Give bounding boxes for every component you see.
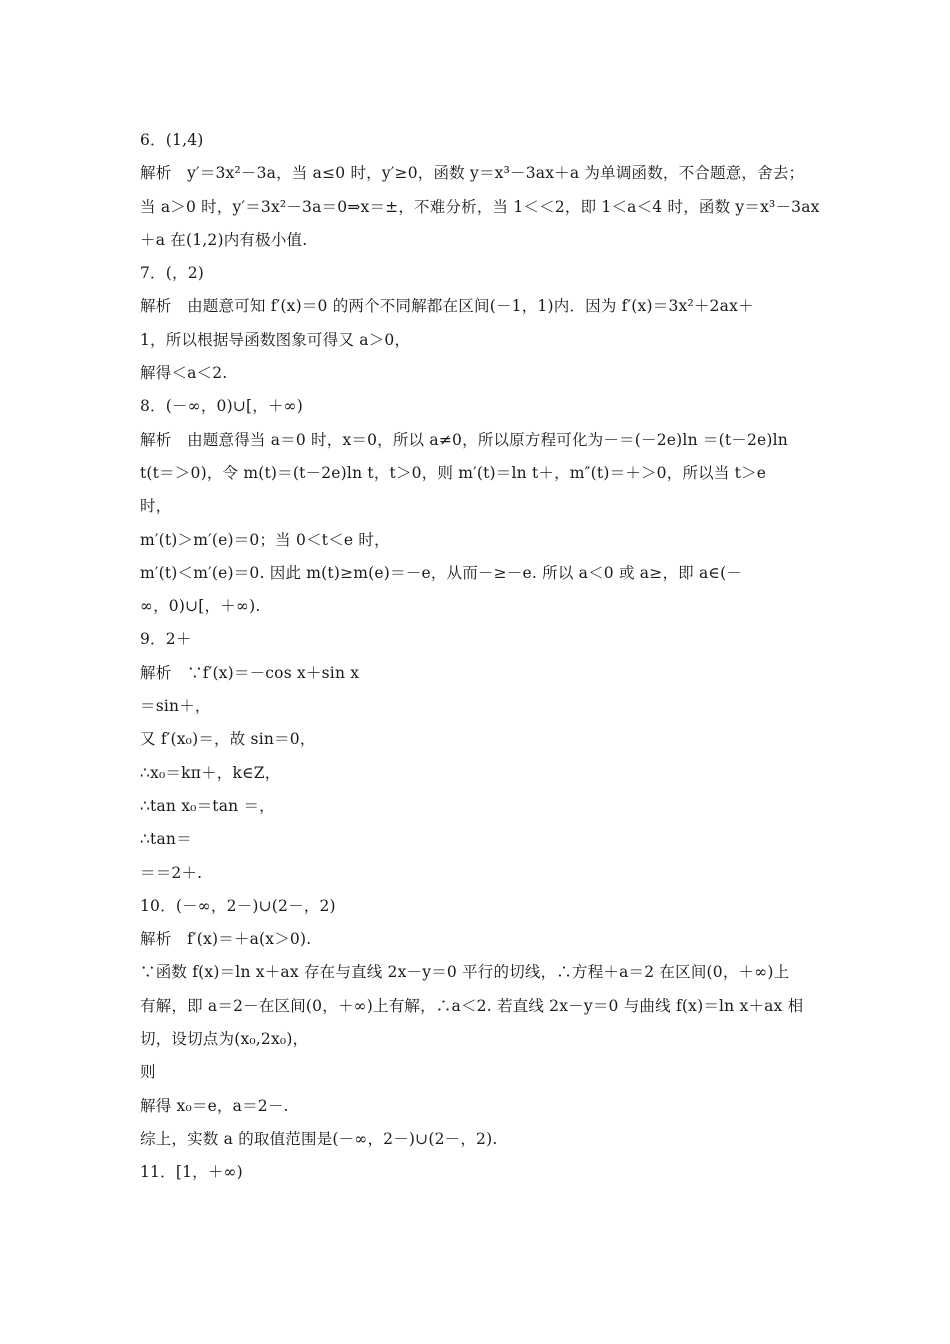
answer-9-analysis-line-1: 解析 ∵f′(x)＝－cos x＋sin x (140, 663, 360, 682)
answer-8-analysis-line-3: 时， (140, 497, 172, 516)
answer-8-analysis-line-1: 解析 由题意得当 a＝0 时，x＝0，所以 a≠0，所以原方程可化为－＝(－2e)ln ＝(t－2e)ln (140, 430, 788, 449)
answer-9-analysis-line-5: ∴tan x₀＝tan ＝， (140, 796, 275, 815)
answer-9-analysis-line-3: 又 f′(x₀)＝，故 sin＝0， (140, 730, 316, 749)
answer-6-analysis-line-2: 当 a＞0 时，y′＝3x²－3a＝0⇒x＝±，不难分析，当 1＜＜2，即 1＜a＜4 时，函数 y＝x³－3ax (140, 197, 820, 216)
answer-8-analysis-line-2: t(t＝＞0)，令 m(t)＝(t－2e)ln t，t＞0，则 m′(t)＝ln t＋，m″(t)＝＋＞0，所以当 t＞e (140, 463, 767, 482)
answer-10-analysis-line-3: 有解，即 a＝2－在区间(0，＋∞)上有解，∴a＜2. 若直线 2x－y＝0 与曲线 f(x)＝ln x＋ax 相 (140, 996, 804, 1015)
answer-9-analysis-line-7: ＝＝2＋. (140, 863, 203, 882)
answer-10-analysis-line-6: 解得 x₀＝e，a＝2－. (140, 1096, 289, 1115)
answer-7-analysis-line-2: 1，所以根据导函数图象可得又 a＞0， (140, 330, 411, 349)
answer-7-analysis-line-3: 解得＜a＜2. (140, 364, 228, 383)
answer-6-analysis-line-1: 解析 y′＝3x²－3a，当 a≤0 时，y′≥0，函数 y＝x³－3ax＋a 为单调函数，不合题意，舍去； (140, 164, 805, 183)
answer-10-analysis-line-2: ∵函数 f(x)＝ln x＋ax 存在与直线 2x－y＝0 平行的切线，∴方程＋a＝2 在区间(0，＋∞)上 (140, 963, 790, 982)
answer-8-analysis-line-4: m′(t)＞m′(e)＝0；当 0＜t＜e 时， (140, 530, 390, 549)
answer-9-analysis-line-4: ∴x₀＝kπ＋，k∈Z， (140, 763, 281, 782)
answer-9-analysis-line-6: ∴tan＝ (140, 830, 192, 849)
document-body (140, 124, 820, 1190)
answer-6-heading: 6．(1,4) (140, 131, 204, 149)
answer-6-analysis-line-3: ＋a 在(1,2)内有极小值. (140, 230, 308, 249)
answer-10-analysis-line-4: 切，设切点为(x₀,2x₀)， (140, 1030, 309, 1049)
answer-10-analysis-line-5: 则 (140, 1063, 156, 1082)
answer-8-analysis-line-5: m′(t)＜m′(e)＝0. 因此 m(t)≥m(e)＝－e，从而－≥－e. 所以 a＜0 或 a≥，即 a∈(－ (140, 563, 743, 582)
answer-7-heading: 7．(，2) (140, 264, 205, 283)
answer-9-heading: 9．2＋ (140, 630, 192, 649)
answer-11-heading: 11．[1，＋∞) (140, 1163, 243, 1182)
answer-8-heading: 8．(－∞，0)∪[，＋∞) (140, 397, 304, 416)
answer-10-analysis-line-1: 解析 f′(x)＝＋a(x＞0). (140, 930, 312, 949)
answer-9-analysis-line-2: ＝sin＋， (140, 697, 211, 716)
answer-8-analysis-line-6: ∞，0)∪[，＋∞). (140, 597, 261, 616)
answer-10-heading: 10．(－∞，2－)∪(2－，2) (140, 896, 336, 915)
answer-10-analysis-line-7: 综上，实数 a 的取值范围是(－∞，2－)∪(2－，2). (140, 1129, 498, 1148)
answer-7-analysis-line-1: 解析 由题意可知 f′(x)＝0 的两个不同解都在区间(－1，1)内．因为 f′(x)＝3x²＋2ax＋ (140, 297, 754, 316)
